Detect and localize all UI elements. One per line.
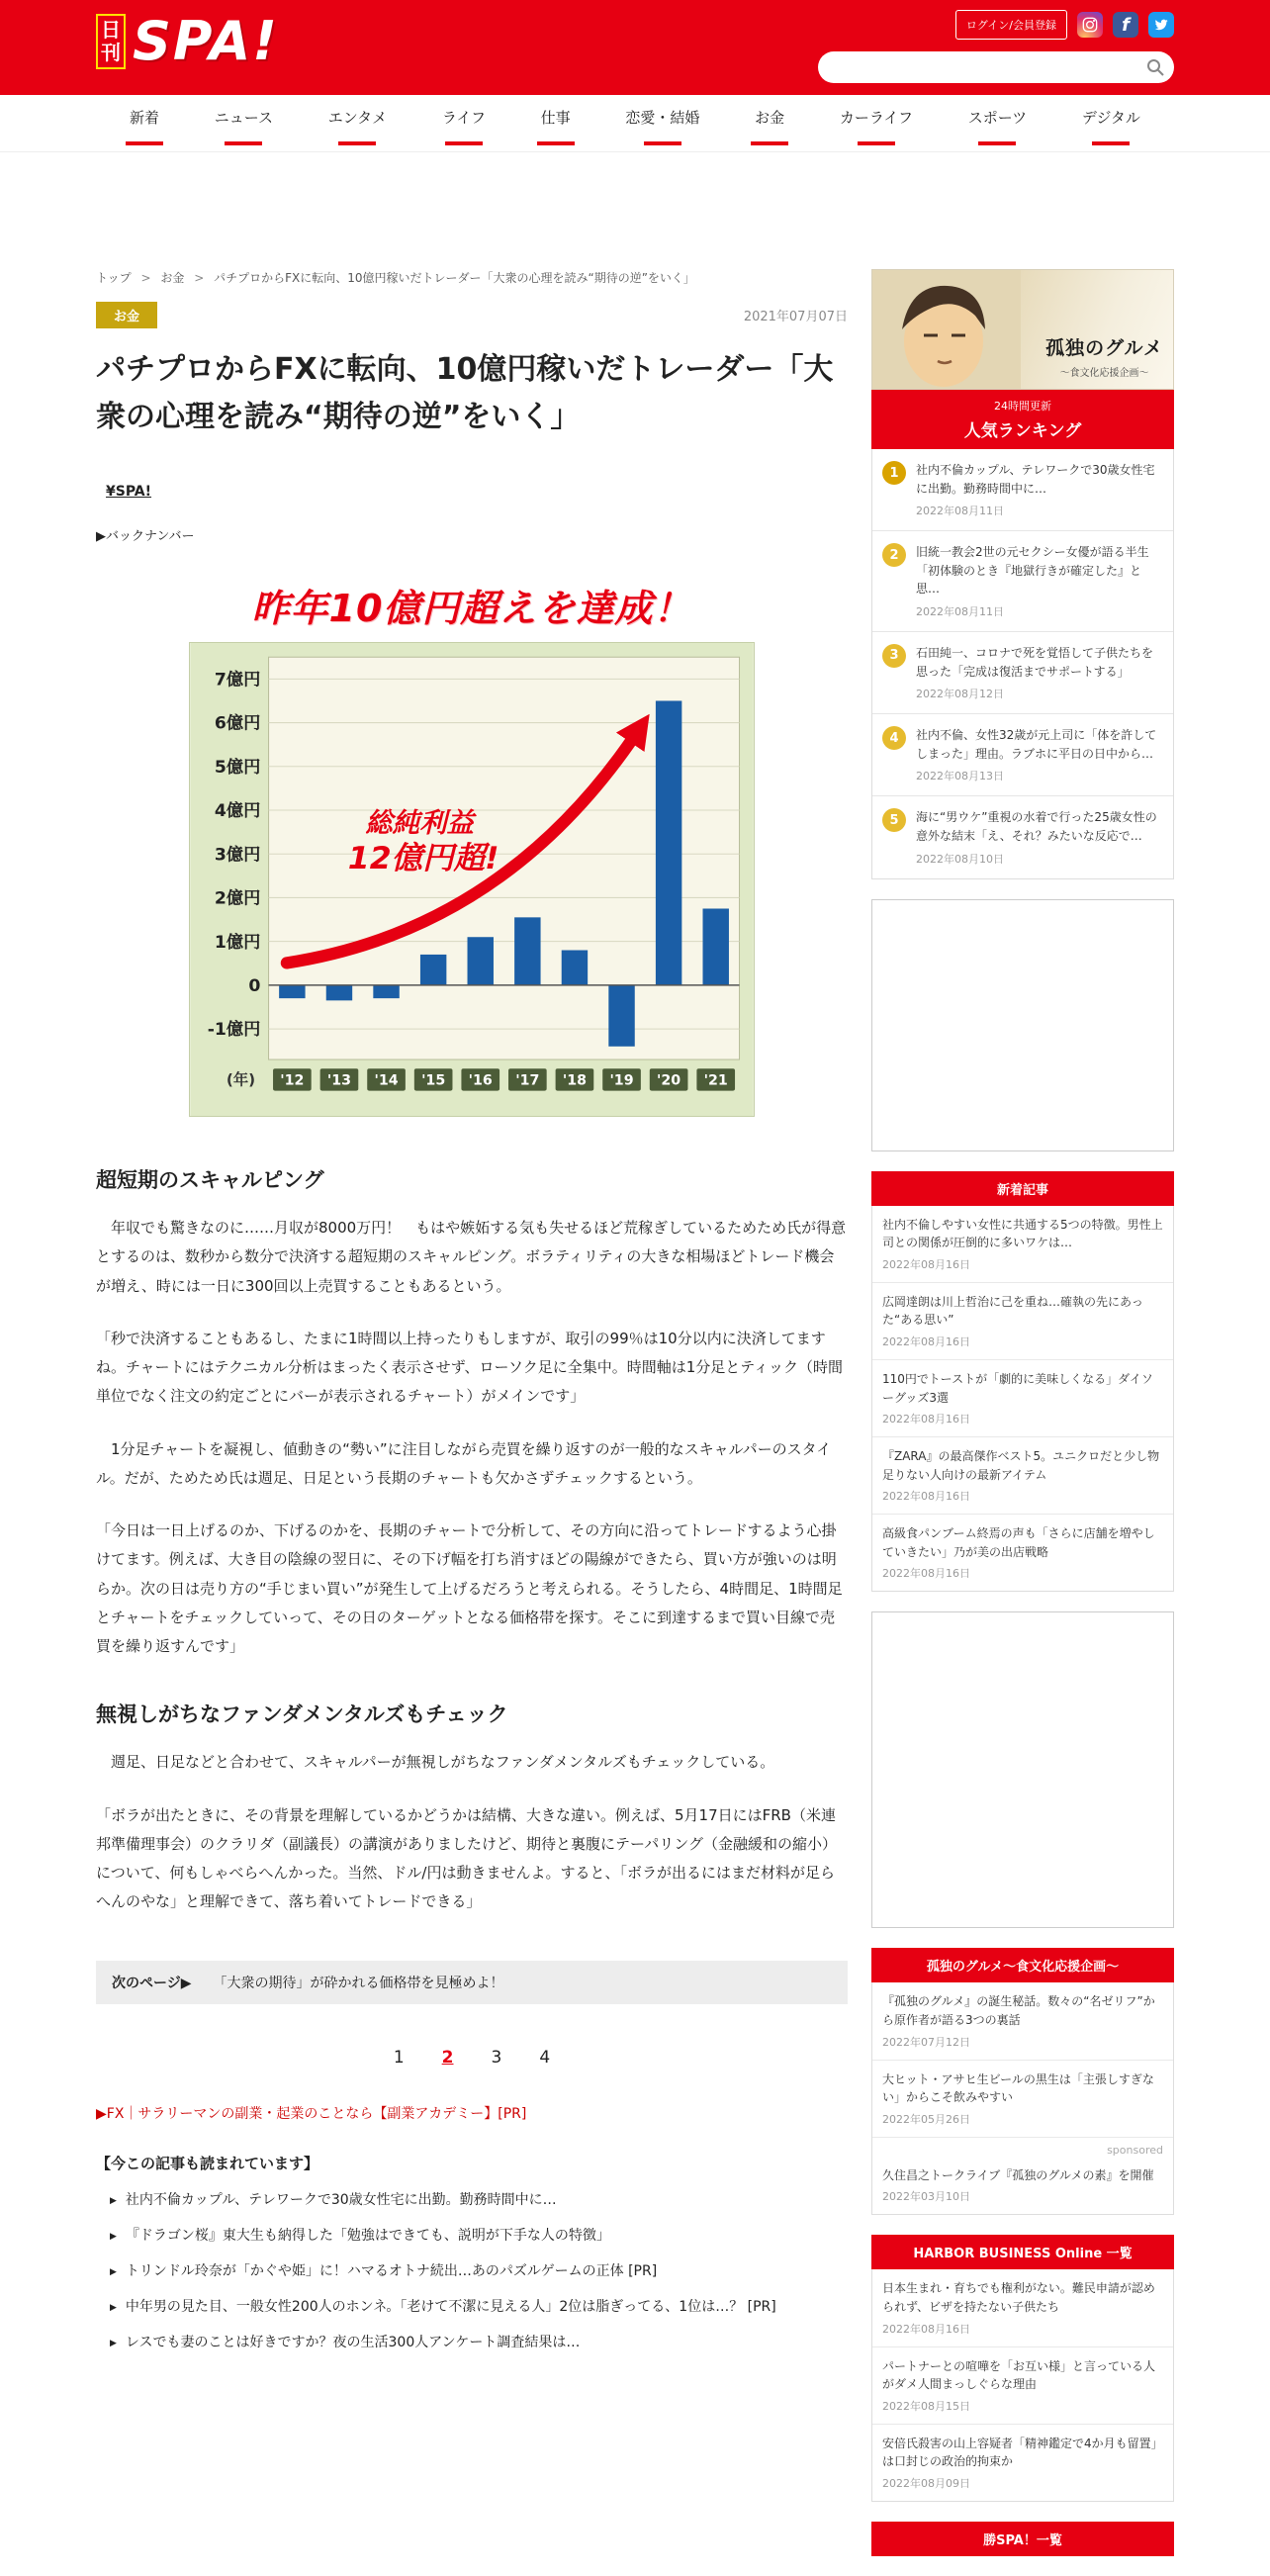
page-number-3[interactable]: 3 (491, 2047, 502, 2068)
triangle-bullet-icon: ▶ (110, 2231, 117, 2242)
triangle-bullet-icon: ▶ (110, 2266, 117, 2277)
new-articles-section (871, 1171, 1174, 1593)
ranking-item[interactable]: 2 旧統一教会2世の元セクシー女優が語る半生「初体験のとき『地獄行きが確定した』と思… 2022年08月11日 (872, 531, 1173, 632)
harbor-section (871, 2235, 1174, 2502)
page-number-2-current[interactable]: 2 (441, 2047, 454, 2068)
breadcrumb-home[interactable]: トップ (96, 271, 132, 285)
breadcrumb-category[interactable]: お金 (160, 271, 185, 285)
svg-text:4億円: 4億円 (214, 801, 261, 822)
gourmet-banner-illustration (872, 270, 1021, 390)
svg-text:'20: '20 (657, 1072, 681, 1089)
next-page-title[interactable]: 「大衆の期待」が砕かれる価格帯を見極めよ！ (213, 1975, 504, 1991)
related-item[interactable]: ▶ 中年男の見た目、一般女性200人のホンネ。「老けて不潔に見える人」2位は脂ぎってる、1位は…？ [PR] (110, 2296, 848, 2319)
paragraph: 1分足チャートを凝視し、値動きの“勢い”に注目しながら売買を繰り返すのが一般的なスキャルパーのスタイル。だが、ためため氏は週足、日足という長期のチャートも欠かさずチェックするという。 (96, 1439, 832, 1487)
list-item[interactable]: 『孤独のグルメ』の誕生秘話。数々の“名ゼリフ”から原作者が語る3つの裏話 2022年07月12日 (872, 1982, 1173, 2060)
quote-paragraph: 「秒で決済することもあるし、たまに1時間以上持ったりもしますが、取引の99％は10分以内に決済してますね。チャートにはテクニカル分析はまったく表示させず、ローソク足に全集中。時間軸は1分足とティック（時間単位でなく注文の約定ごとにバーが表示されるチャート）がメインです」 (96, 1329, 844, 1406)
rank-badge: 5 (882, 808, 906, 832)
quote-paragraph: 「ボラが出たときに、その背景を理解しているかどうかは結構、大きな違い。例えば、5月17日にはFRB（米連邦準備理事会）のクラリダ（副議長）の講演がありましたけど、期待と裏腹にテーパリング（金融緩和の縮小）について、何もしゃべらへんかった。当然、ドル/円は動きませんよ。すると、「ボラが出るにはまだ材料が足らへんのやな」と理解できて、落ち着いてトレードできる」 (96, 1805, 837, 1911)
nav-item-entertainment[interactable]: エンタメ (328, 107, 387, 134)
ad-placeholder (871, 1611, 1174, 1928)
rank-badge: 2 (882, 543, 906, 567)
search-box (818, 51, 1174, 83)
page-number-4[interactable]: 4 (539, 2047, 551, 2068)
svg-text:'18: '18 (562, 1072, 588, 1089)
breadcrumb: トップ > お金 > パチプロからFXに転向、10億円稼いだトレーダー「大衆の心理を読み“期待の逆”をいく」 (96, 271, 695, 285)
ranking-item[interactable]: 1 社内不倫カップル、テレワークで30歳女性宅に出勤。勤務時間中に… 2022年08月11日 (872, 449, 1173, 531)
nav-item-news[interactable]: ニュース (215, 107, 273, 134)
paragraph: 年収でも驚きなのに……月収が8000万円！ もはや嫉妬する気も失せるほど荒稼ぎしているためため氏が得意とするのは、数秒から数分で決済する超短期のスキャルピング。ボラティリティの大きな相場ほどトレード機会が増え、時には一日に300回以上売買することもあるという。 (96, 1219, 847, 1295)
rank-badge: 3 (882, 644, 906, 668)
search-input[interactable] (818, 51, 1174, 83)
list-item[interactable]: 安倍氏殺害の山上容疑者「精神鑑定で4か月も留置」は口封じの政治的拘束か 2022年08月09日 (882, 2436, 1163, 2490)
nav-item-love[interactable]: 恋愛・結婚 (625, 107, 699, 134)
backnumber-link[interactable]: ▶バックナンバー (96, 529, 195, 544)
article-chart-image (189, 578, 755, 1117)
svg-text:'17: '17 (515, 1072, 540, 1089)
svg-text:'15: '15 (421, 1072, 446, 1089)
nav-item-work[interactable]: 仕事 (541, 107, 571, 134)
svg-text:1億円: 1億円 (214, 932, 261, 953)
nav-item-new[interactable]: 新着 (130, 107, 159, 134)
svg-text:-1億円: -1億円 (207, 1020, 261, 1041)
svg-text:0: 0 (248, 975, 261, 996)
triangle-bullet-icon: ▶ (110, 2338, 117, 2348)
breadcrumb-current: パチプロからFXに転向、10億円稼いだトレーダー「大衆の心理を読み“期待の逆”をいく」 (214, 271, 695, 285)
triangle-bullet-icon: ▶ (110, 2302, 117, 2313)
katsu-spa-section (871, 2522, 1174, 2556)
related-item[interactable]: ▶ 社内不倫カップル、テレワークで30歳女性宅に出勤。勤務時間中に… (110, 2189, 848, 2212)
site-header (0, 0, 1270, 95)
related-item[interactable]: ▶ レスでも妻のことは好きですか？夜の生活300人アンケート調査結果は… (110, 2332, 848, 2354)
svg-text:'14: '14 (374, 1072, 399, 1089)
svg-text:(年): (年) (226, 1070, 256, 1089)
gourmet-section-header: 孤独のグルメ～食文化応援企画～ (871, 1948, 1174, 1982)
nav-item-sports[interactable]: スポーツ (968, 107, 1027, 134)
next-page-label[interactable]: 次のページ▶ (112, 1975, 192, 1991)
next-page-box (96, 1961, 848, 2004)
svg-text:'16: '16 (468, 1072, 493, 1089)
ranking-item[interactable]: 3 石田純一、コロナで死を覚悟して子供たちを思った「完成は復活までサポートする」 2022年08月12日 (872, 632, 1173, 714)
nav-item-money[interactable]: お金 (755, 107, 784, 134)
svg-text:12億円超!: 12億円超! (347, 840, 499, 876)
list-item[interactable]: 久住昌之トークライブ『孤独のグルメの素』を開催 2022年03月10日 (882, 2167, 1154, 2204)
paragraph: 週足、日足などと合わせて、スキャルパーが無視しがちなファンダメンタルズもチェックしている。 (96, 1753, 775, 1772)
quote-paragraph: 「今日は一日上げるのか、下げるのかを、長期のチャートで分析して、その方向に沿ってトレードするよう心掛けてます。例えば、大き目の陰線の翌日に、その下げ幅を打ち消すほどの陽線ができたら、買い方が強いのは明らか。次の日は売り方の“手じまい買い”が発生して上げるだろうと考えられる。そうしたら、4時間足、1時間足とチャートをチェックしていって、その日のターゲットとなる価格帯を探す。そこに到達するまで買い目線で売買を繰り返すんです」 (96, 1521, 843, 1655)
ad-placeholder (871, 899, 1174, 1151)
logo-main: SPA! (133, 10, 279, 72)
nav-item-carlife[interactable]: カーライフ (840, 107, 913, 134)
svg-text:'21: '21 (703, 1072, 728, 1089)
page-number-1[interactable]: 1 (393, 2047, 405, 2068)
section-heading-scalping: 超短期のスキャルピング (96, 1168, 324, 1192)
pr-link[interactable]: ▶FX｜サラリーマンの副業・起業のことなら【副業アカデミー】[PR] (96, 2105, 527, 2122)
profit-bar-chart (189, 642, 755, 1117)
instagram-icon[interactable] (1077, 12, 1103, 38)
rank-badge: 1 (882, 461, 906, 485)
login-button[interactable]: ログイン/会員登録 (955, 10, 1067, 40)
list-item[interactable]: 社内不倫しやすい女性に共通する5つの特徴。男性上司との関係が圧倒的に多いワケは… 2022年08月16日 (872, 1206, 1173, 1283)
sponsored-label: sponsored (1107, 2143, 1163, 2157)
svg-text:6億円: 6億円 (214, 713, 261, 734)
gourmet-articles-section (871, 1948, 1174, 2215)
svg-text:7億円: 7億円 (214, 670, 261, 690)
section-heading-fundamentals: 無視しがちなファンダメンタルズもチェック (96, 1702, 508, 1727)
ranking-item[interactable]: 5 海に“男ウケ”重視の水着で行った25歳女性の意外な結末「え、それ？みたいな反応で… 2022年08月10日 (872, 796, 1173, 877)
twitter-icon[interactable] (1148, 12, 1174, 38)
main-nav (0, 95, 1270, 152)
pagination (96, 2048, 848, 2068)
gourmet-banner-subtitle: ～食文化応援企画～ (1059, 368, 1149, 379)
rank-badge: 4 (882, 726, 906, 750)
ranking-section (871, 390, 1174, 879)
gourmet-banner[interactable] (871, 269, 1174, 390)
nav-item-life[interactable]: ライフ (442, 107, 486, 134)
related-item[interactable]: ▶ 『ドラゴン桜』東大生も納得した「勉強はできても、説明が下手な人の特徴」 (110, 2225, 848, 2248)
gourmet-banner-title: 孤独のグルメ (1045, 337, 1163, 359)
article-date: 2021年07月07日 (743, 310, 848, 324)
category-badge[interactable]: お金 (96, 302, 157, 328)
list-item[interactable]: 高級食パンブーム終焉の声も「さらに店舗を増やしていきたい」乃が美の出店戦略 2022年08月16日 (882, 1526, 1155, 1581)
svg-text:5億円: 5億円 (214, 757, 261, 778)
ranking-item[interactable]: 4 社内不倫、女性32歳が元上司に「体を許してしまった」理由。ラブホに平日の日中から… 2022年08月13日 (872, 714, 1173, 796)
svg-text:'13: '13 (326, 1072, 352, 1089)
harbor-header: HARBOR BUSINESS Online 一覧 (871, 2235, 1174, 2269)
svg-text:3億円: 3億円 (214, 845, 261, 866)
page-title: パチプロからFXに転向、10億円稼いだトレーダー「大衆の心理を読み“期待の逆”をいく」 (96, 352, 834, 434)
search-icon[interactable] (1145, 57, 1165, 77)
list-item[interactable]: 大ヒット・アサヒ生ビールの黒生は「主張しすぎない」からこそ飲みやすい 2022年05月26日 (872, 2061, 1173, 2138)
list-item[interactable]: 日本生まれ・育ちでも権利がない。難民申請が認められず、ビザを持たない子供たち 2022年08月16日 (872, 2269, 1173, 2346)
new-articles-header: 新着記事 (871, 1171, 1174, 1206)
triangle-bullet-icon: ▶ (110, 2195, 117, 2206)
related-heading: 【今この記事も読まれています】 (96, 2154, 319, 2172)
logo-kanji: 日刊 (96, 14, 126, 69)
svg-text:'12: '12 (280, 1072, 305, 1089)
source-link[interactable]: ¥SPA! (106, 484, 152, 500)
chart-title: 昨年10億円超えを達成！ (251, 587, 692, 630)
svg-text:総純利益: 総純利益 (365, 808, 474, 840)
svg-text:2億円: 2億円 (214, 888, 261, 909)
list-item[interactable]: 『ZARA』の最高傑作ベスト5。ユニクロだと少し物足りない人向けの最新アイテム 2022年08月16日 (872, 1437, 1173, 1515)
katsu-spa-header: 勝SPA！一覧 (871, 2522, 1174, 2556)
list-item[interactable]: 広岡達朗は川上哲治に己を重ね…確執の先にあった“ある思い” 2022年08月16日 (872, 1283, 1173, 1360)
ranking-header: 24時間更新 人気ランキング (871, 390, 1174, 449)
facebook-icon[interactable]: f (1113, 12, 1138, 38)
spa-logo[interactable] (96, 10, 279, 72)
list-item[interactable]: 110円でトーストが「劇的に美味しくなる」ダイソーグッズ3選 2022年08月16日 (872, 1360, 1173, 1437)
nav-item-digital[interactable]: デジタル (1082, 107, 1140, 134)
list-item[interactable]: パートナーとの喧嘩を「お互い様」と言っている人がダメ人間まっしぐらな理由 2022年08月15日 (872, 2347, 1173, 2425)
svg-text:'19: '19 (609, 1072, 634, 1089)
related-item[interactable]: ▶ トリンドル玲奈が「かぐや姫」に！ハマるオトナ続出…あのパズルゲームの正体 [PR] (110, 2260, 848, 2283)
